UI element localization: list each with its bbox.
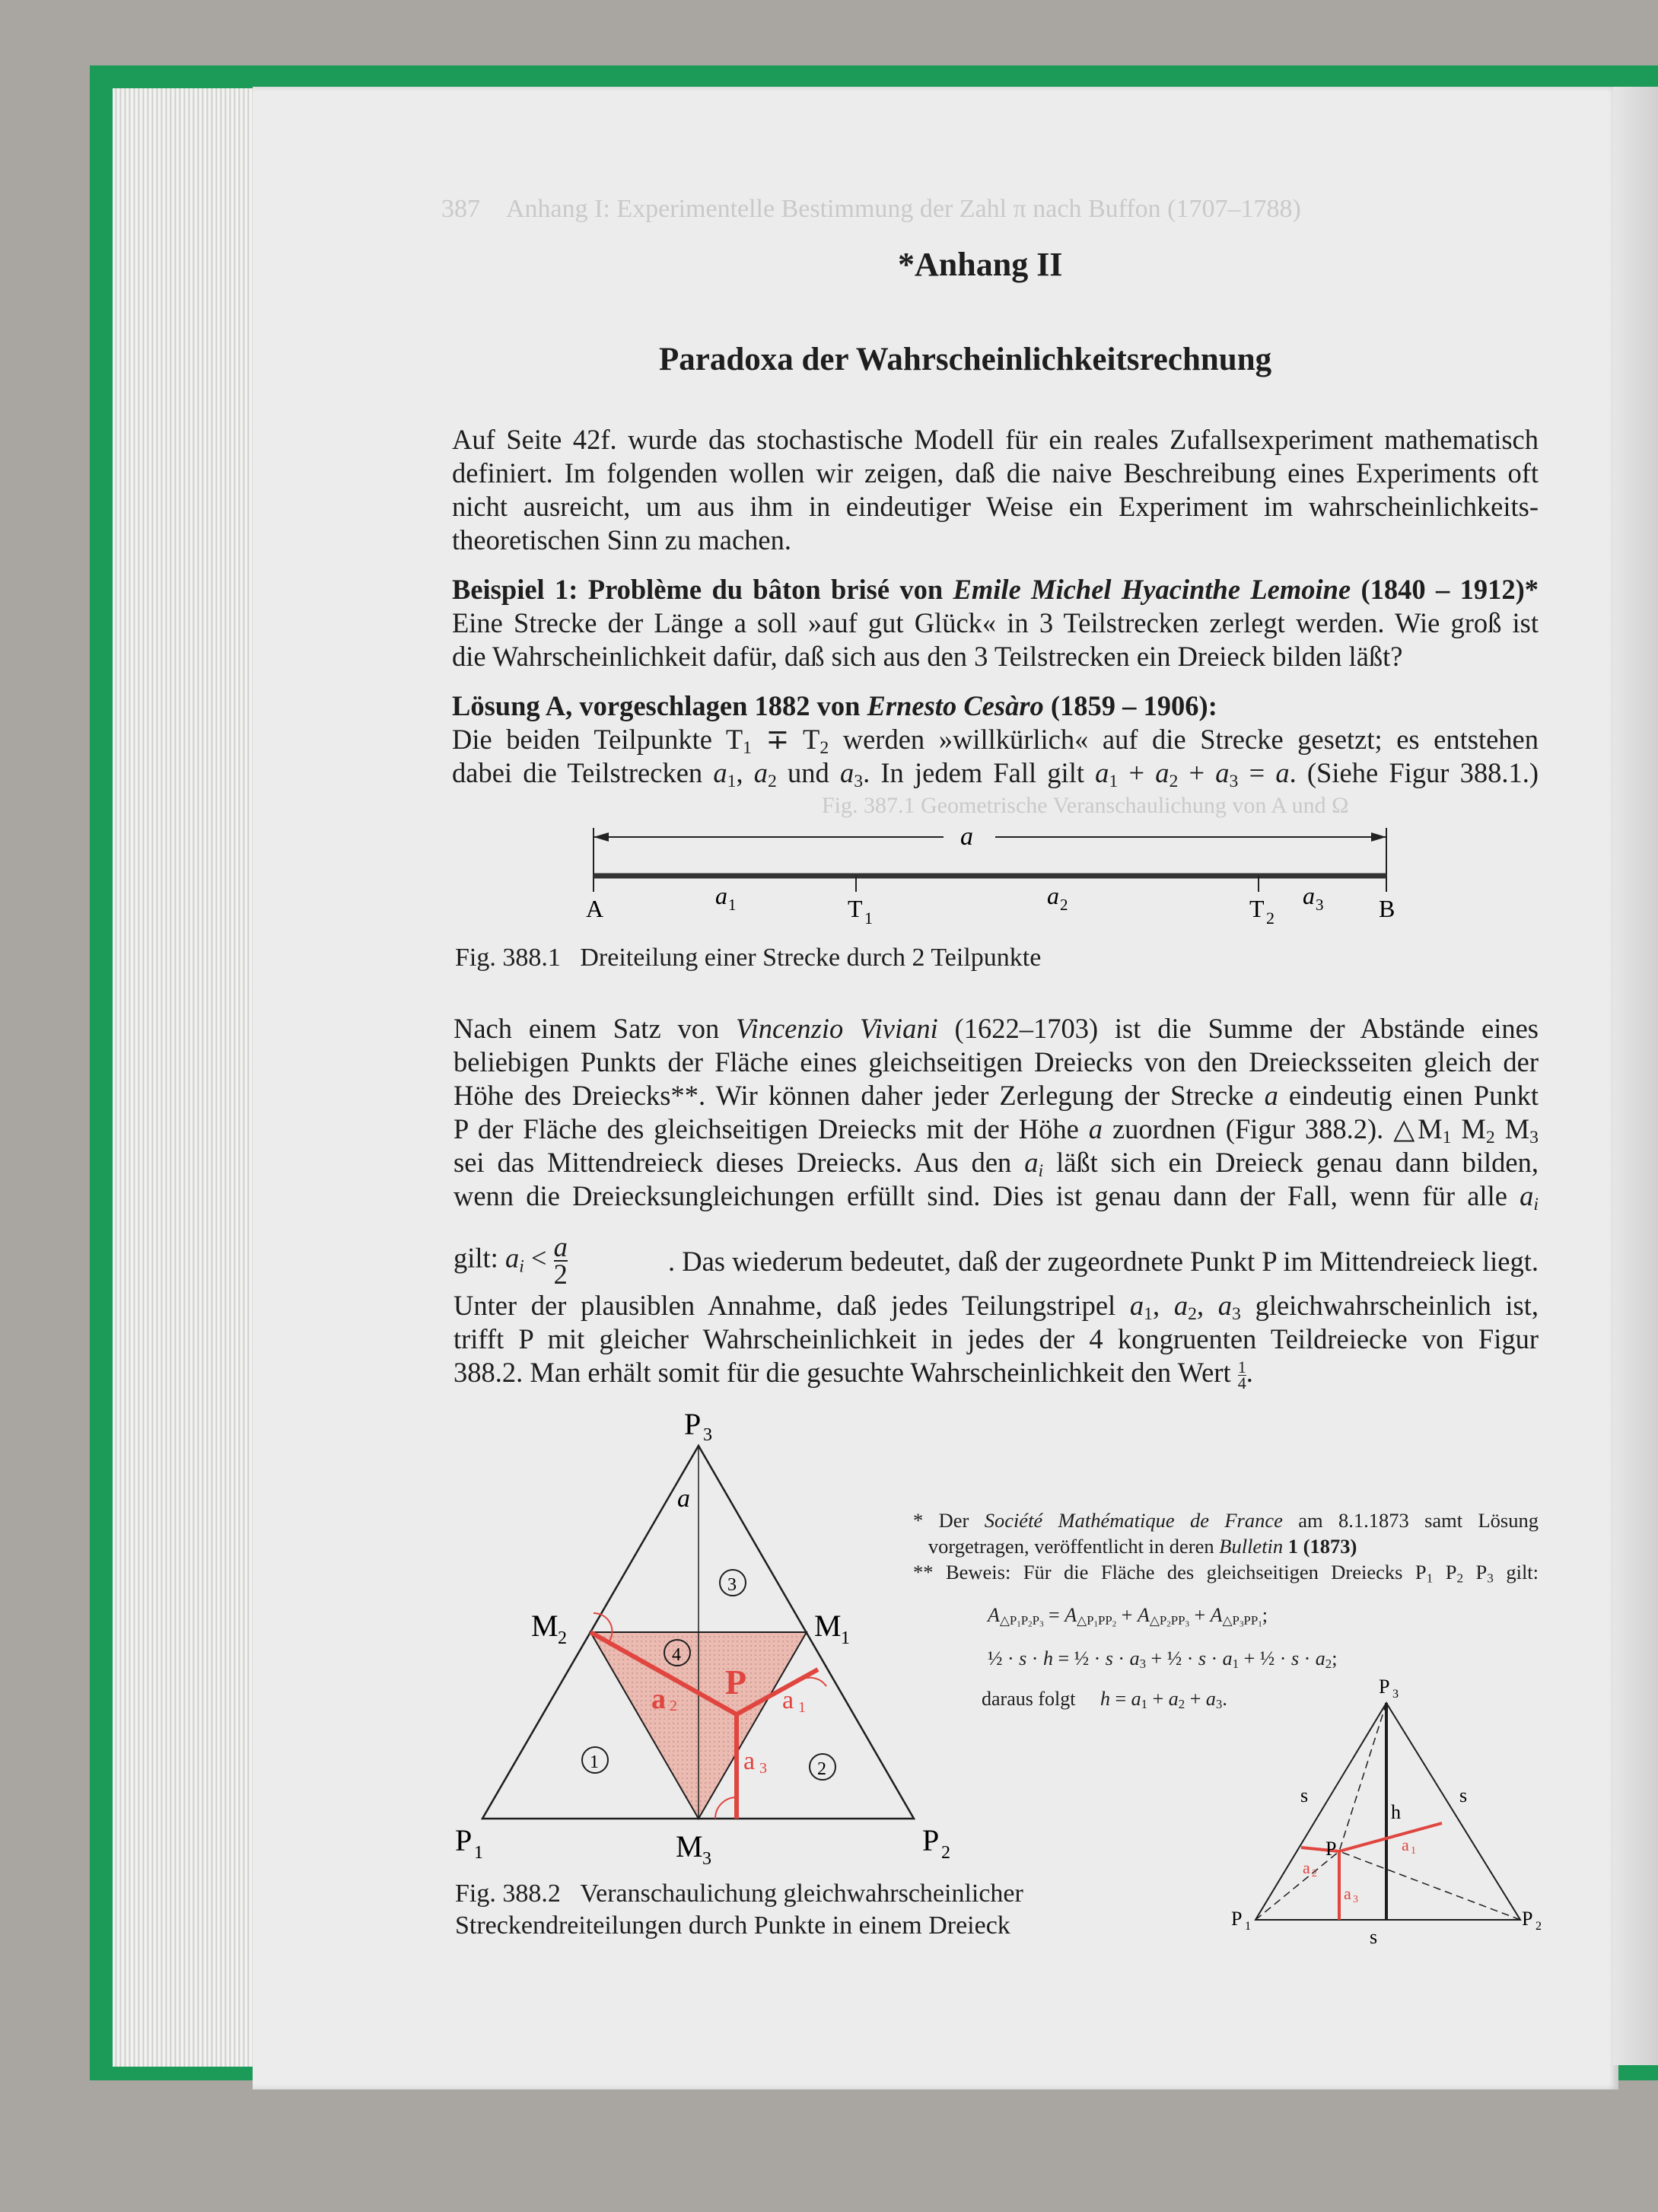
label-P-red: P xyxy=(725,1663,747,1701)
label-a3-red: a xyxy=(743,1747,756,1775)
label-a2-red: a xyxy=(651,1683,666,1715)
label-a1: a xyxy=(715,882,727,909)
small-P3-sub: 3 xyxy=(1392,1688,1399,1701)
solutionA-title: Lösung A, vorgeschlagen 1882 von Ernesto Cesàro (1859 – 1906): xyxy=(452,690,1217,721)
label-M3-sub: 3 xyxy=(702,1849,711,1869)
viviani-line: Nach einem Satz von Vincenzio Viviani (1622–1703) ist die Summe der Abstände eines xyxy=(453,1013,1539,1044)
small-a1 xyxy=(1339,1823,1442,1851)
label-P1: P xyxy=(455,1823,473,1857)
small-a3-sub: 3 xyxy=(1353,1894,1358,1905)
label-T1-sub: 1 xyxy=(864,909,873,928)
label-B: B xyxy=(1379,895,1395,922)
formula-area: $A_{\triangle P_1P_2P_3} = A_{\triangle P_1PP_2} + A_{\triangle P_2PP_3} + A_{\triangle P_3PP_1}$; xyxy=(988,1604,1268,1629)
label-a1-red-sub: 1 xyxy=(798,1699,806,1716)
label-A: A xyxy=(586,895,604,922)
label-T2-sub: 2 xyxy=(1266,909,1275,928)
small-h: h xyxy=(1391,1801,1401,1823)
formula-heights: ½ · s · h = ½ · $s \cdot a_3$ + ½ · $s \cdot a_1$ + ½ · $s \cdot a_2$; xyxy=(988,1647,1338,1672)
label-M1: M xyxy=(814,1609,842,1643)
label-M2-sub: 2 xyxy=(558,1628,567,1648)
label-a2-sub: 2 xyxy=(1060,896,1068,914)
condition-text: . Das wiederum bedeutet, daß der zugeordnete Punkt P im Mittendreieck liegt. xyxy=(667,1245,1539,1277)
label-M2: M xyxy=(531,1609,559,1643)
chapter-title: Paradoxa der Wahrscheinlichkeitsrechnung xyxy=(659,342,1272,377)
intro-line: theoretischen Sinn zu machen. xyxy=(452,524,791,555)
label-P1-sub: 1 xyxy=(474,1843,483,1863)
example1-title: Beispiel 1: Problème du bâton brisé von Emile Michel Hyacinthe Lemoine (1840 – 1912)* xyxy=(452,574,1539,605)
small-a2-label: a xyxy=(1303,1858,1310,1877)
showthrough-caption: Fig. 387.1 Geometrische Veranschaulichung von A und Ω xyxy=(822,793,1349,818)
solutionA-line: Die beiden Teilpunkte $T_1 \mp T_2$ werden »willkürlich« auf die Strecke gesetzt; es entstehen xyxy=(452,724,1539,758)
viviani-line: P der Fläche des gleichseitigen Dreiecks mit der Höhe a zuordnen (Figur 388.2). $\triangle M_1$ $M_2$ $M_3$ xyxy=(453,1113,1539,1147)
small-s-right: s xyxy=(1459,1784,1468,1806)
fig2-caption-line1: Fig. 388.2 Veranschaulichung gleichwahrscheinlicher xyxy=(455,1879,1023,1908)
fig1-caption: Fig. 388.1 Dreiteilung einer Strecke durch 2 Teilpunkte xyxy=(455,944,1042,972)
label-M3: M xyxy=(676,1829,703,1863)
viviani-line: wenn die Dreiecksungleichungen erfüllt sind. Dies ist genau dann der Fall, wenn für alle $a_i$ xyxy=(453,1180,1539,1214)
intro-line: nicht ausreicht, um aus ihm in eindeutiger Weise ein Experiment im wahrscheinlichkeits- xyxy=(452,491,1539,522)
footnote-2: ** Beweis: Für die Fläche des gleichseitigen Dreiecks $P_1$ $P_2$ $P_3$ gilt: xyxy=(913,1561,1539,1586)
label-a2-red-sub: 2 xyxy=(670,1698,677,1714)
showthrough-header: 387 Anhang I: Experimentelle Bestimmung der Zahl π nach Buffon (1707–1788) xyxy=(441,195,1301,223)
small-dash-2 xyxy=(1255,1851,1339,1920)
intro-line: Auf Seite 42f. wurde das stochastische Modell für ein reales Zufallsexperiment mathematisch xyxy=(452,424,1539,455)
small-a1-sub: 1 xyxy=(1411,1845,1416,1857)
chapter-heading: *Anhang II xyxy=(898,246,1063,283)
fig2-caption-line2: Streckendreiteilungen durch Punkte in einem Dreieck xyxy=(455,1911,1010,1940)
small-a2-sub: 2 xyxy=(1312,1868,1317,1879)
region-1: 1 xyxy=(590,1752,599,1772)
small-dash-3 xyxy=(1339,1851,1520,1920)
example1-line: Eine Strecke der Länge a soll »auf gut Glück« in 3 Teilstrecken zerlegt werden. Wie groß ist xyxy=(452,607,1539,638)
formula-result: daraus folgt $h = a_1 + a_2 + a_3$. xyxy=(982,1688,1227,1712)
small-P2: P xyxy=(1522,1908,1533,1930)
small-a1-label: a xyxy=(1402,1835,1409,1854)
region-4: 4 xyxy=(672,1645,681,1665)
label-a3-red-sub: 3 xyxy=(759,1760,767,1777)
region-2: 2 xyxy=(817,1759,826,1779)
small-P3: P xyxy=(1379,1676,1390,1698)
label-T1: T xyxy=(848,895,863,922)
label-a2: a xyxy=(1047,882,1059,909)
small-P: P xyxy=(1325,1838,1337,1860)
label-P2: P xyxy=(922,1823,940,1857)
viviani-line: beliebigen Punkts der Fläche eines gleichseitigen Dreiecks von den Dreiecksseiten gleich der xyxy=(453,1046,1539,1077)
footnote-1: * Der Société Mathématique de France am 8.1.1873 samt Lösung xyxy=(913,1509,1539,1532)
small-P1-sub: 1 xyxy=(1245,1920,1251,1933)
label-P3-sub: 3 xyxy=(703,1425,712,1445)
viviani-line: Höhe des Dreiecks**. Wir können daher jeder Zerlegung der Strecke a eindeutig einen Punkt xyxy=(453,1080,1539,1111)
label-a: a xyxy=(960,823,973,851)
label-M1-sub: 1 xyxy=(841,1628,850,1648)
small-s-left: s xyxy=(1300,1784,1309,1806)
example1-line: die Wahrscheinlichkeit dafür, daß sich aus den 3 Teilstrecken ein Dreieck bilden läßt? xyxy=(452,641,1403,672)
label-P2-sub: 2 xyxy=(941,1843,950,1863)
small-a3-label: a xyxy=(1344,1884,1351,1903)
label-a1-sub: 1 xyxy=(728,896,737,914)
solutionA-line: dabei die Teilstrecken $a_1$, $a_2$ und $a_3$. In jedem Fall gilt $a_1 + a_2 + a_3 = a$. (Siehe Figur 388.1.) xyxy=(452,757,1539,791)
small-P2-sub: 2 xyxy=(1535,1920,1542,1933)
region-3: 3 xyxy=(727,1575,737,1595)
label-T2: T xyxy=(1249,895,1265,922)
small-P1: P xyxy=(1231,1908,1243,1930)
label-a3: a xyxy=(1303,882,1315,909)
label-a1-red: a xyxy=(782,1686,794,1714)
small-s-bottom: s xyxy=(1370,1926,1378,1948)
viviani-line: Unter der plausiblen Annahme, daß jedes Teilungstripel $a_1$, $a_2$, $a_3$ gleichwahrscheinlich ist, xyxy=(453,1290,1539,1324)
viviani-line: 388.2. Man erhält somit für die gesuchte Wahrscheinlichkeit den Wert $\frac{1}{4}$ . xyxy=(453,1357,1253,1393)
footnote-1-line2: vorgetragen, veröffentlicht in deren Bulletin 1 (1873) xyxy=(928,1535,1357,1558)
label-P3: P xyxy=(684,1407,702,1441)
label-a3-sub: 3 xyxy=(1316,896,1324,914)
intro-line: definiert. Im folgenden wollen wir zeigen, daß die naive Beschreibung eines Experiments oft xyxy=(452,457,1539,489)
viviani-line: trifft P mit gleicher Wahrscheinlichkeit in jedes der 4 kongruenten Teildreiecke von Figur xyxy=(453,1323,1539,1354)
condition: gilt: $a_i$ < $\frac{a}{2}$ xyxy=(453,1231,568,1290)
viviani-line: sei das Mittendreieck dieses Dreiecks. Aus den $a_i$ läßt sich ein Dreieck genau dann bilden, xyxy=(453,1147,1539,1181)
label-height-a: a xyxy=(677,1485,690,1513)
small-dash-1 xyxy=(1339,1703,1386,1851)
